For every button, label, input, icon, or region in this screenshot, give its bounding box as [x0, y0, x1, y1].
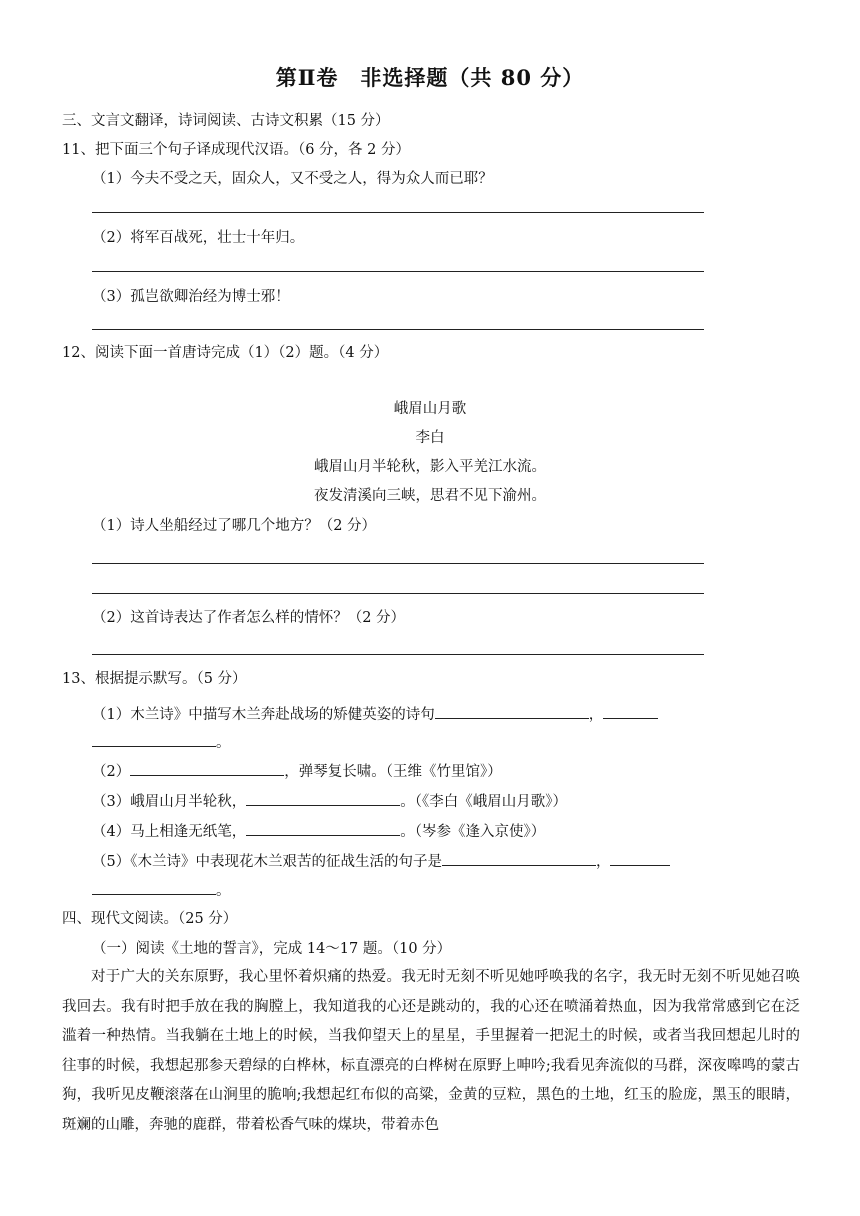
q13-item-5-text: （5）《木兰诗》中表现花木兰艰苦的征战生活的句子是 [92, 854, 442, 870]
q11-prompt: 11、把下面三个句子译成现代汉语。（6 分，各 2 分） [62, 142, 410, 158]
section4-sub-heading: （一）阅读《土地的誓言》，完成 14～17 题。（10 分） [92, 941, 452, 957]
q12-sub-2: （2）这首诗表达了作者怎么样的情怀？（2 分） [92, 610, 406, 626]
q11-item-3: （3）孤岂欲卿治经为博士邪！ [92, 289, 290, 305]
section4-heading: 四、现代文阅读。（25 分） [62, 911, 238, 927]
q13-item-4-source: 。（岑参《逢入京使》） [400, 824, 546, 840]
q13-comma: ， [588, 707, 604, 723]
q13-item-5-cont [92, 879, 231, 900]
q12-sub-1: （1）诗人坐船经过了哪几个地方？（2 分） [92, 518, 377, 534]
q11-item-1: （1）今夫不受之天，固众人，又不受之人，得为众人而已耶？ [92, 171, 493, 187]
q13-item-5 [92, 850, 670, 871]
q13-item-2-text: ，弹琴复长啸。（王维《竹里馆》） [284, 764, 502, 780]
fill-blank[interactable] [246, 790, 400, 806]
fill-blank[interactable] [130, 760, 284, 776]
poem-line-2: 夜发清溪向三峡，思君不见下渝州。 [314, 488, 546, 504]
fill-blank[interactable] [92, 879, 216, 895]
q13-item-1 [92, 703, 658, 724]
q13-item-1-cont [92, 731, 231, 752]
page-title: 第Ⅱ卷 非选择题（共 80 分） [275, 65, 585, 90]
q13-item-3-source: 。（《李白《峨眉山月歌》） [400, 794, 567, 810]
answer-line[interactable] [92, 654, 704, 655]
q11-item-2: （2）将军百战死，壮士十年归。 [92, 230, 305, 246]
q13-item-3 [92, 790, 567, 811]
poem-line-1: 峨眉山月半轮秋，影入平羌江水流。 [314, 459, 546, 475]
section3-heading: 三、文言文翻译，诗词阅读、古诗文积累（15 分） [62, 113, 390, 129]
poem-title: 峨眉山月歌 [393, 401, 467, 417]
answer-line[interactable] [92, 212, 704, 213]
reading-passage: 对于广大的关东原野，我心里怀着炽痛的热爱。我无时无刻不听见她呼唤我的名字，我无时无刻不听见她召唤我回去。我有时把手放在我的胸膛上，我知道我的心还是跳动的，我的心还在喷涌着热血，因为我常常感到它在泛滥着一种热情。当我躺在土地上的时候，当我仰望天上的星星，手里握着一把泥土的时候，或者当我回想起儿时的往事的时候，我想起那参天碧绿的白桦林，标直漂亮的白桦树在原野上呻吟;我看见奔流似的马群，深夜嗥鸣的蒙古狗，我听见皮鞭滚落在山涧里的脆响;我想起红布似的高粱，金黄的豆粒，黑色的土地，红玉的脸庞，黑玉的眼睛，斑斓的山雕，奔驰的鹿群，带着松香气味的煤块，带着赤色 [62, 969, 800, 1133]
fill-blank[interactable] [246, 820, 400, 836]
answer-line[interactable] [92, 563, 704, 564]
q13-comma: ， [595, 854, 611, 870]
q13-item-1-text: （1）木兰诗》中描写木兰奔赴战场的矫健英姿的诗句 [92, 707, 435, 723]
q13-item-3-text: （3）峨眉山月半轮秋， [92, 794, 247, 810]
fill-blank[interactable] [603, 703, 658, 719]
q13-period: 。 [216, 735, 231, 751]
q13-item-4 [92, 820, 545, 841]
q13-prompt: 13、根据提示默写。（5 分） [62, 671, 247, 687]
answer-line[interactable] [92, 593, 704, 594]
q13-period: 。 [216, 883, 231, 899]
q13-item-2 [92, 760, 502, 781]
fill-blank[interactable] [92, 731, 216, 747]
q13-item-4-text: （4）马上相逢无纸笔， [92, 824, 247, 840]
fill-blank[interactable] [442, 850, 596, 866]
q12-prompt: 12、阅读下面一首唐诗完成（1）（2）题。（4 分） [62, 345, 389, 361]
answer-line[interactable] [92, 271, 704, 272]
answer-line[interactable] [92, 329, 704, 330]
fill-blank[interactable] [610, 850, 670, 866]
q13-item-2-label: （2） [92, 764, 131, 780]
poem-author: 李白 [415, 430, 445, 446]
fill-blank[interactable] [435, 703, 589, 719]
